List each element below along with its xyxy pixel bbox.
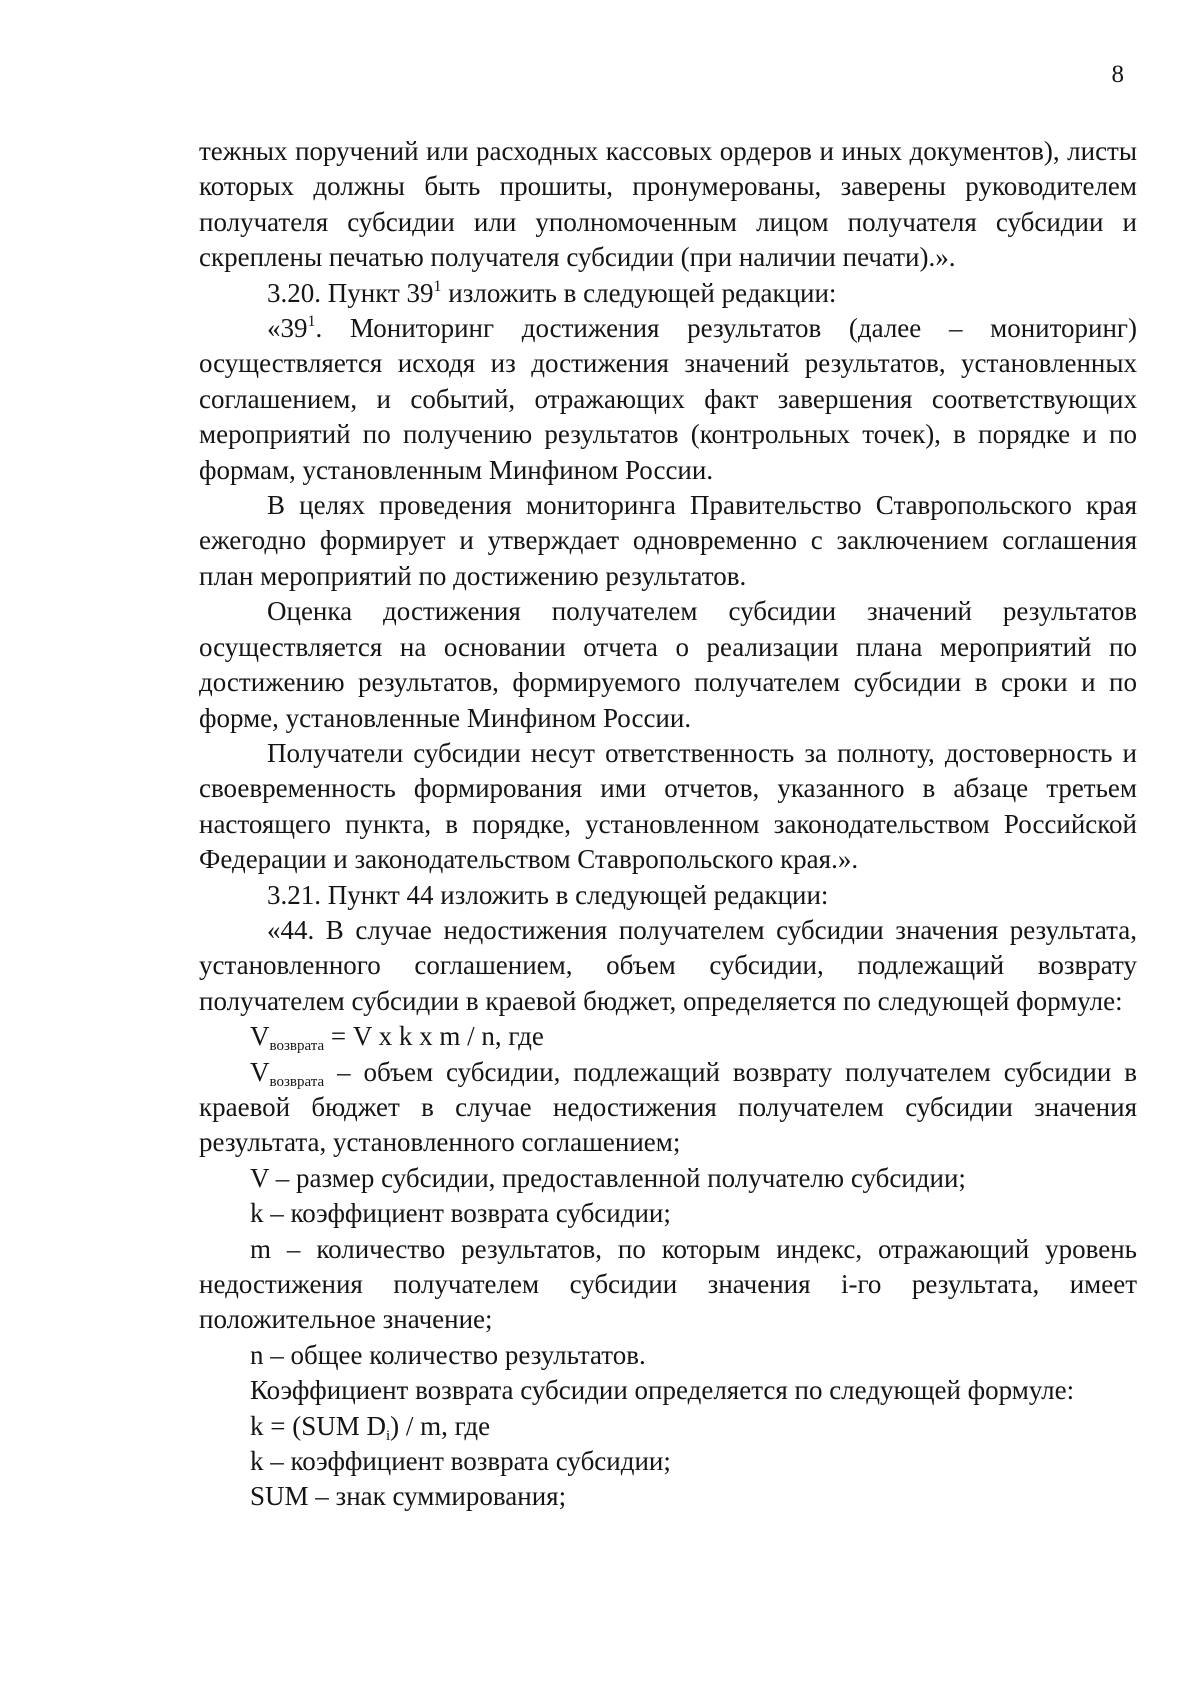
definition-return-volume-text: – объем субсидии, подлежащий возврату получателем субсидии в краевой бюджет в случае недостижения получателем субсидии значения результата, установленного соглашением; bbox=[199, 1056, 1137, 1158]
section-3-21-heading: 3.21. Пункт 44 изложить в следующей редакции: bbox=[267, 879, 829, 910]
section-3-20-prefix: 3.20. Пункт 39 bbox=[267, 277, 434, 308]
formula-expression: = V x k x m / n, где bbox=[324, 1021, 544, 1052]
responsibility-paragraph: Получатели субсидии несут ответственность за полноту, достоверность и своевременность формирования ими отчетов, указанного в абзаце третьем настоящего пункта, в порядке, установленном законодательством Российской Федерации и законодательством Ставропольского края.». bbox=[199, 737, 1137, 875]
definition-v: V – размер субсидии, предоставленной получателю субсидии; bbox=[250, 1162, 966, 1193]
coefficient-formula bbox=[199, 1409, 1137, 1444]
formula-v-base: V bbox=[250, 1021, 270, 1052]
section-3-20-suffix: изложить в следующей редакции: bbox=[441, 277, 837, 308]
page-number: 8 bbox=[1111, 61, 1124, 88]
point-39-1-superscript: 1 bbox=[307, 313, 316, 331]
coefficient-formula-prefix: k = (SUM D bbox=[250, 1410, 386, 1441]
coefficient-formula-intro: Коэффициент возврата субсидии определяется по следующей формуле: bbox=[250, 1375, 1075, 1406]
definition-return-volume bbox=[199, 1055, 1137, 1161]
definition-sum: SUM – знак суммирования; bbox=[250, 1481, 567, 1512]
section-3-20-superscript: 1 bbox=[433, 277, 442, 295]
definition-v-base: V bbox=[250, 1056, 270, 1087]
return-volume-formula bbox=[199, 1019, 1137, 1054]
point-44-text: «44. В случае недостижения получателем субсидии значения результата, установленного соглашением, объем субсидии, подлежащий возврату получателем субсидии в краевой бюджет, определяется по следующей формуле: bbox=[199, 914, 1137, 1016]
definition-k: k – коэффициент возврата субсидии; bbox=[250, 1198, 671, 1229]
definition-k-repeat: k – коэффициент возврата субсидии; bbox=[250, 1446, 671, 1477]
formula-v-subscript: возврата bbox=[269, 1038, 325, 1055]
section-3-20-heading bbox=[199, 276, 1137, 311]
definition-v-subscript: возврата bbox=[269, 1073, 325, 1090]
document-body bbox=[199, 134, 1137, 1515]
point-39-1-suffix: . Мониторинг достижения результатов (далее – мониторинг) осуществляется исходя из достижения значений результатов, установленных соглашением, и событий, отражающих факт завершения соответствующих мероприятий по получению результатов (контрольных точек), в порядке и по формам, установленным Минфином России. bbox=[199, 313, 1137, 485]
paragraph-continuation: тежных поручений или расходных кассовых ордеров и иных документов), листы которых должны быть прошиты, пронумерованы, заверены руководителем получателя субсидии или уполномоченным лицом получателя субсидии и скреплены печатью получателя субсидии (при наличии печати).». bbox=[199, 136, 1137, 273]
coefficient-formula-suffix: ) / m, где bbox=[390, 1410, 491, 1441]
point-39-1-prefix: «39 bbox=[267, 313, 308, 344]
definition-m: m – количество результатов, по которым индекс, отражающий уровень недостижения получателем субсидии значения i-го результата, имеет положительное значение; bbox=[199, 1233, 1137, 1335]
definition-n: n – общее количество результатов. bbox=[250, 1339, 646, 1370]
assessment-paragraph: Оценка достижения получателем субсидии значений результатов осуществляется на основании отчета о реализации плана мероприятий по достижению результатов, формируемого получателем субсидии в сроки и по форме, установленные Минфином России. bbox=[199, 596, 1137, 733]
monitoring-plan-paragraph: В целях проведения мониторинга Правительство Ставропольского края ежегодно формирует и утверждает одновременно с заключением соглашения план мероприятий по достижению результатов. bbox=[199, 490, 1137, 591]
point-39-1-text bbox=[199, 311, 1137, 488]
coefficient-formula-subscript: i bbox=[386, 1427, 391, 1444]
